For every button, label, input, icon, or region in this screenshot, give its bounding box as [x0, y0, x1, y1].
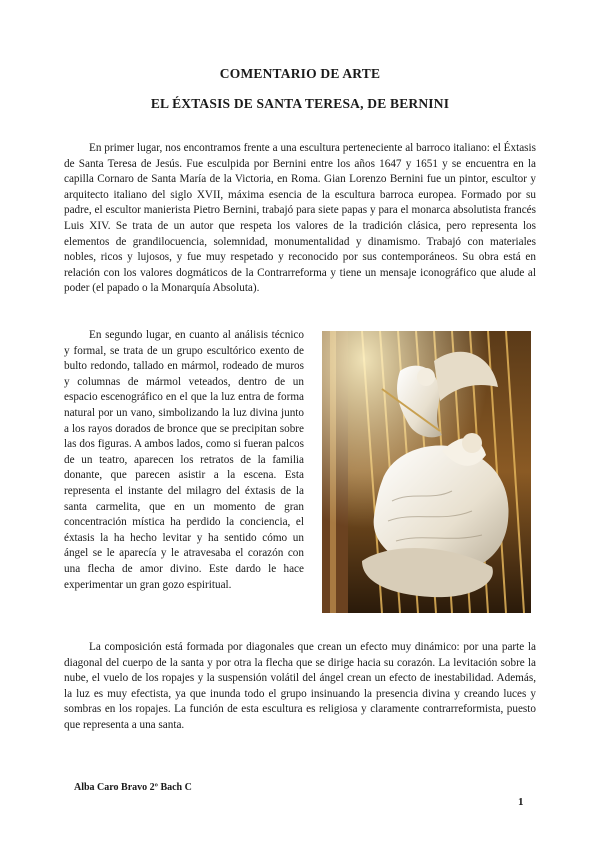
paragraph-composition: La composición está formada por diagonales que crean un efecto muy dinámico: por una parte la diagonal del cuerpo de la santa y por otra la flecha que se dirige hacia su corazón. La levitación sobre la nube, el vuelo de los ropajes y la suspensión volátil del ángel crean un efecto de inestabilidad. Además, la luz es muy efectista, ya que inunda todo el grupo insinuando la presencia divina y creando luces y sombras en los ropajes. La función de esta escultura es religiosa y claramente contrarreformista, puesto que representa a una santa.: [64, 641, 536, 731]
paragraph-intro: En primer lugar, nos encontramos frente a una escultura perteneciente al barroco italiano: el Éxtasis de Santa Teresa de Jesús. Fue esculpida por Bernini entre los años 1647 y 1651 y se encuentra en la capilla Cornaro de Santa María de la Victoria, en Roma. Gian Lorenzo Bernini fue un pintor, escultor y arquitecto italiano del siglo XVII, máxima esencia de la escultura barroca europea. Formado por su padre, el escultor manierista Pietro Bernini, trabajó para siete papas y para el monarca absolutista francés Luis XIV. Se trata de un autor que respeta los valores de la tradición clásica, pero representa los elementos de grandilocuencia, solemnidad, monumentalidad y dinamismo. Trabajó con materiales nobles, ricos y lujosos, y fue muy respetado y reconocido por sus contemporáneos. Su obra está en relación con los valores dogmáticos de la Contrarreforma y tiene un mensaje iconográfico que alude al poder (el papado o la Monarquía Absoluta).: [64, 142, 536, 295]
document-heading: COMENTARIO DE ARTE: [219, 66, 381, 81]
sculpture-photo-icon: [322, 331, 531, 613]
page-number: 1: [518, 796, 524, 808]
paragraph-analysis: En segundo lugar, en cuanto al análisis técnico y formal, se trata de un grupo escultórico exento de bulto redondo, tallado en mármol, rodeado de muros y columnas de mármol veteados, dentro de un espacio escenográfico en el que la luz entra de forma natural por un vano, simbolizando la luz divina junto a los rayos dorados de bronce que se precipitan sobre las dos figuras. A ambos lados, como si fueran palcos de un teatro, aparecen los retratos de la familia donante, que parecen asistir a la escena. Esta representa el instante del milagro del éxtasis de la santa carmelita, que en un momento de gran concentración mística ha perdido la conciencia, el éxtasis la ha hecho levitar y ha sentido cómo un ángel se le aparecía y le atravesaba el corazón con una flecha de amor divino. Este dardo le hace experimentar un gran gozo espiritual.: [64, 329, 304, 591]
author-footer: Alba Caro Bravo 2º Bach C: [74, 782, 192, 793]
document-subheading: EL ÉXTASIS DE SANTA TERESA, DE BERNINI: [150, 96, 450, 111]
